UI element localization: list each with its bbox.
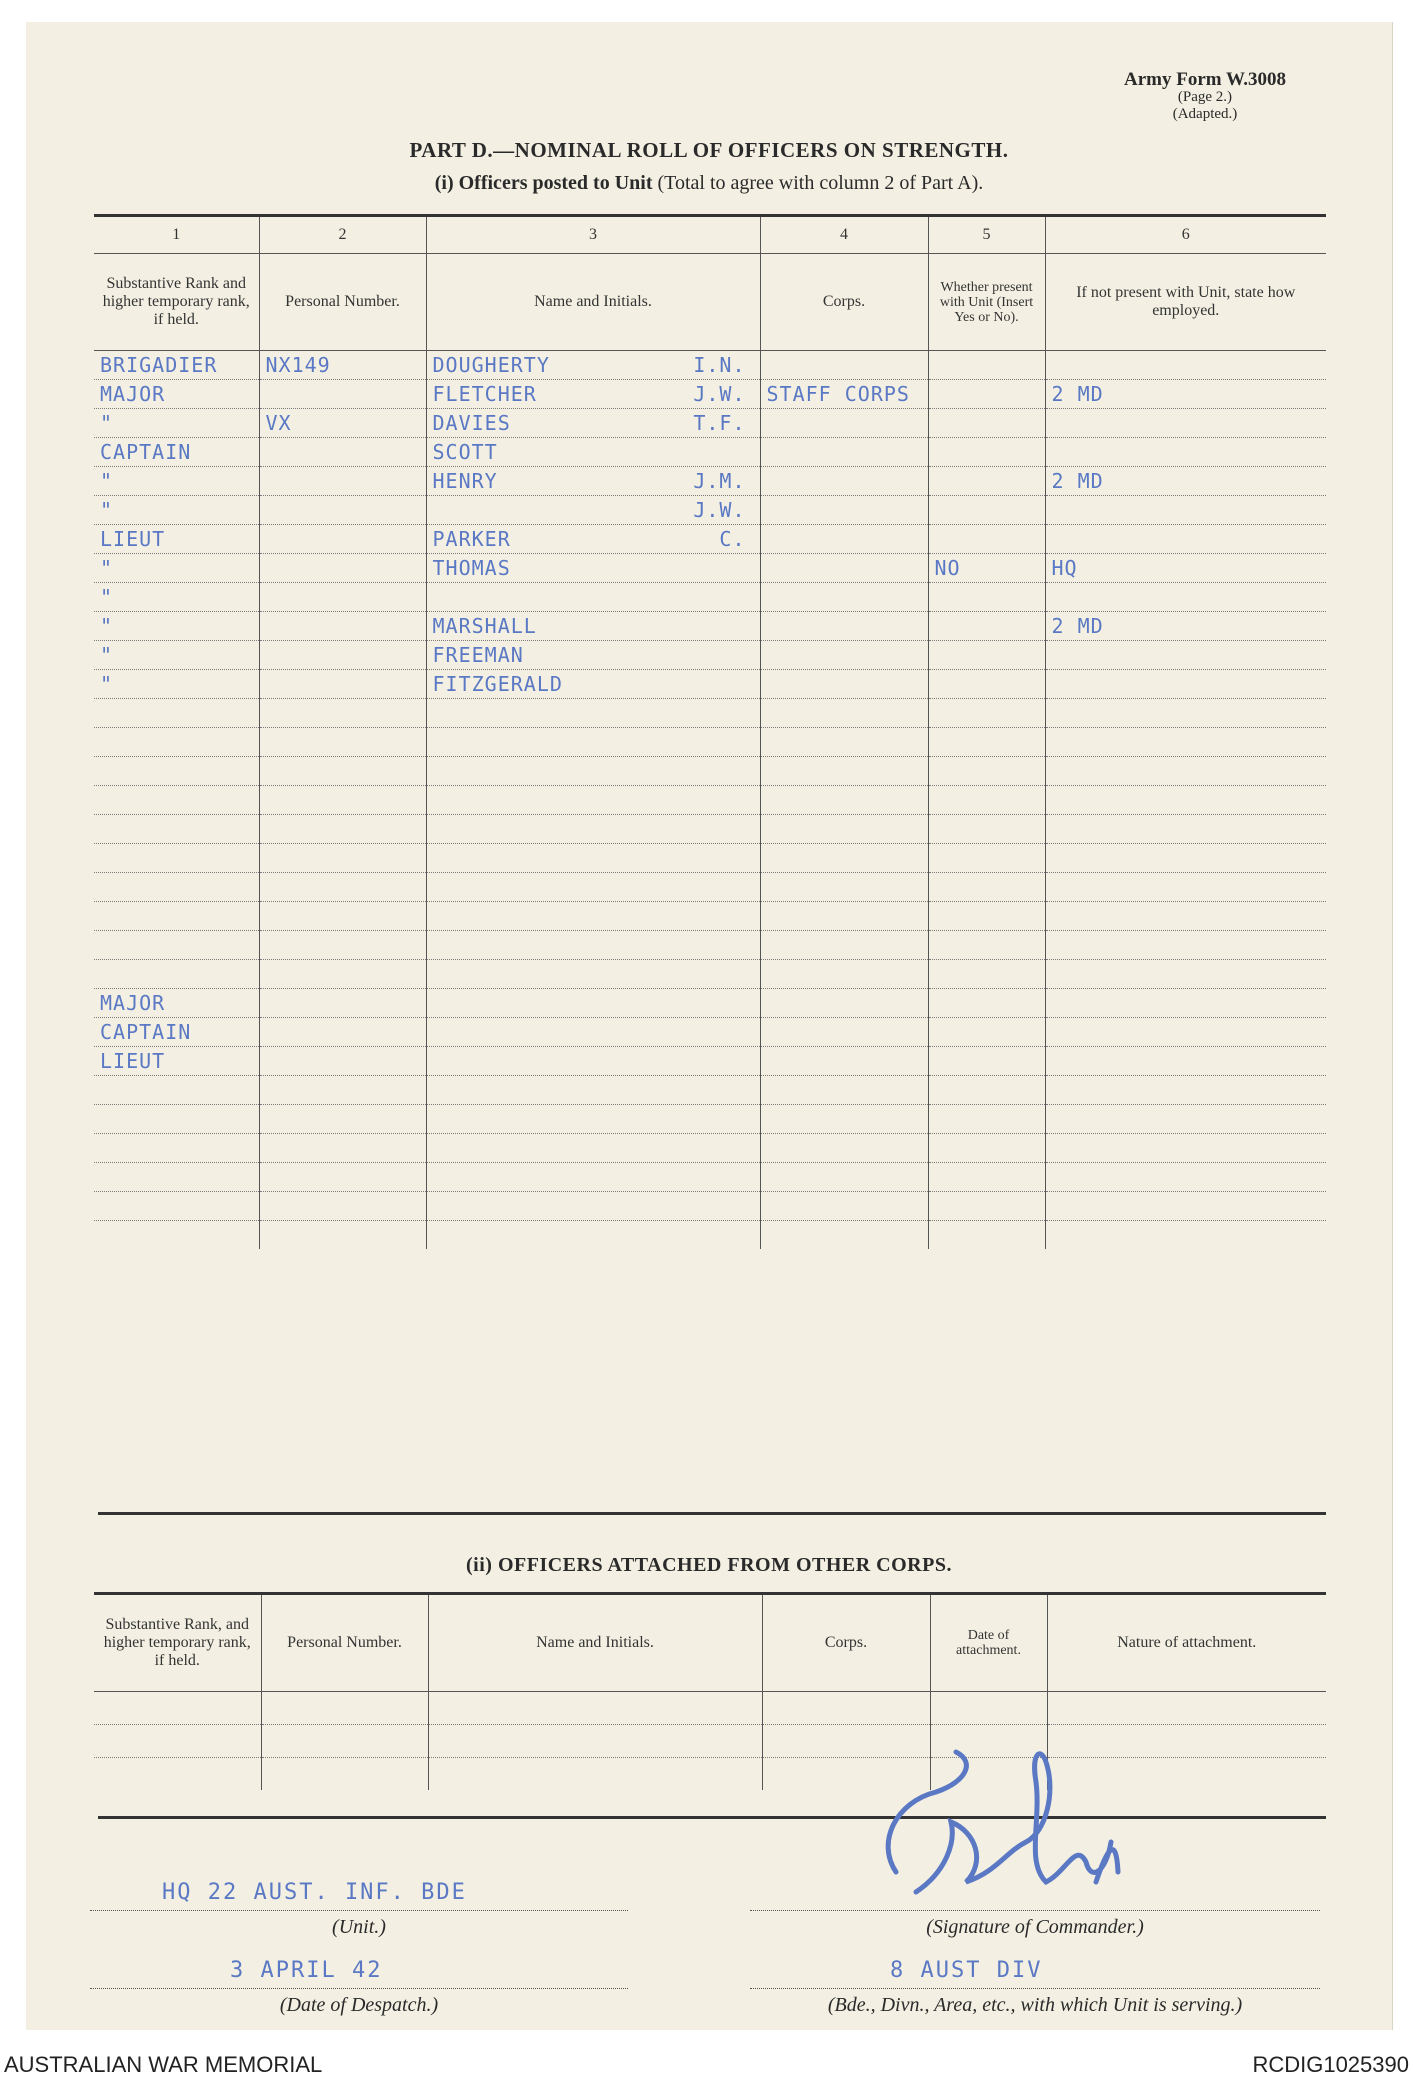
present-cell [928, 1134, 1045, 1163]
number-cell [259, 1047, 426, 1076]
name-cell [426, 728, 760, 757]
present-cell [928, 1105, 1045, 1134]
corps-cell: STAFF CORPS [760, 380, 928, 409]
column-header-number: Personal Number. [259, 254, 426, 351]
page-title: PART D.—NOMINAL ROLL OF OFFICERS ON STRENGTH. [409, 138, 1009, 162]
table-row [94, 1076, 1326, 1105]
rank-cell: " [94, 641, 259, 670]
name-cell [426, 612, 760, 641]
rank-cell [94, 1105, 259, 1134]
rank-cell: LIEUT [94, 525, 259, 554]
employment-cell [1045, 1192, 1326, 1221]
rank-cell: CAPTAIN [94, 1018, 259, 1047]
table-row [94, 1134, 1326, 1163]
table-row [94, 1221, 1326, 1250]
employment-cell [1045, 496, 1326, 525]
table-row [94, 786, 1326, 815]
officer-name: MARSHALL [432, 614, 537, 638]
roll-body [94, 351, 1326, 1250]
attached-header-rank: Substantive Rank, and higher temporary rank, if held. [94, 1594, 261, 1692]
date-line [90, 1958, 628, 1989]
officer-initials: T.F. [693, 411, 746, 435]
table-row [94, 409, 1326, 438]
present-cell: NO [928, 554, 1045, 583]
rank-cell [94, 786, 259, 815]
corps-cell [760, 409, 928, 438]
attached-table-row [94, 1692, 1326, 1725]
table-row [94, 699, 1326, 728]
present-cell [928, 902, 1045, 931]
present-cell [928, 467, 1045, 496]
subtitle-rest: (Total to agree with column 2 of Part A). [657, 172, 984, 194]
column-header-name: Name and Initials. [426, 254, 760, 351]
name-cell [428, 1758, 762, 1791]
name-cell [426, 786, 760, 815]
employment-cell [1045, 1221, 1326, 1250]
formation-caption: (Bde., Divn., Area, etc., with which Unit is serving.) [827, 1994, 1243, 2016]
name-cell [426, 380, 760, 409]
employment-cell [1045, 351, 1326, 380]
number-cell [259, 960, 426, 989]
column-number: 2 [259, 216, 426, 254]
table-row [94, 641, 1326, 670]
number-cell [259, 1105, 426, 1134]
number-cell [259, 815, 426, 844]
attached-row [94, 1018, 1326, 1047]
corps-cell [760, 960, 928, 989]
number-cell [261, 1692, 428, 1725]
corps-cell [762, 1692, 930, 1725]
table-row [94, 438, 1326, 467]
rank-cell: " [94, 670, 259, 699]
name-cell [426, 1076, 760, 1105]
corps-cell [760, 699, 928, 728]
attached-header-row [94, 1594, 1326, 1692]
corps-cell [760, 1221, 928, 1250]
employment-cell [1045, 873, 1326, 902]
number-cell [259, 699, 426, 728]
rank-cell [94, 931, 259, 960]
corps-cell [760, 844, 928, 873]
rank-cell: BRIGADIER [94, 351, 259, 380]
rank-cell: " [94, 467, 259, 496]
attached-header-date: Date of attachment. [930, 1594, 1047, 1692]
table-row [94, 612, 1326, 641]
number-cell [259, 612, 426, 641]
employment-cell [1045, 670, 1326, 699]
table-row [94, 757, 1326, 786]
unit-value: HQ 22 AUST. INF. BDE [162, 1880, 467, 1905]
corps-cell [760, 786, 928, 815]
employment-cell [1045, 641, 1326, 670]
number-cell [259, 641, 426, 670]
name-cell [426, 583, 760, 612]
present-cell [928, 380, 1045, 409]
column-header-corps: Corps. [760, 254, 928, 351]
rank-cell [94, 1725, 261, 1758]
corps-cell [760, 1134, 928, 1163]
number-cell [259, 1076, 426, 1105]
officer-initials: J.W. [693, 382, 746, 406]
number-cell [259, 989, 426, 1018]
corps-cell [760, 1163, 928, 1192]
name-cell [426, 873, 760, 902]
form-id: Army Form W.3008 [1123, 69, 1286, 90]
number-cell [259, 1134, 426, 1163]
rank-cell [94, 873, 259, 902]
employment-cell [1045, 699, 1326, 728]
rank-cell [94, 1134, 259, 1163]
table-row [94, 815, 1326, 844]
officer-initials: I.N. [693, 353, 746, 377]
number-cell [259, 438, 426, 467]
column-header-employment: If not present with Unit, state how employed. [1045, 254, 1326, 351]
employment-cell [1045, 1047, 1326, 1076]
rank-cell [94, 1758, 261, 1791]
present-cell [928, 583, 1045, 612]
number-cell [259, 1163, 426, 1192]
name-cell [426, 902, 760, 931]
date-caption: (Date of Despatch.) [279, 1994, 439, 2016]
present-cell [928, 757, 1045, 786]
corps-cell [760, 1047, 928, 1076]
employment-cell [1045, 960, 1326, 989]
employment-cell: 2 MD [1045, 380, 1326, 409]
present-cell [930, 1692, 1047, 1725]
name-cell [428, 1725, 762, 1758]
name-cell [428, 1692, 762, 1725]
column-number: 6 [1045, 216, 1326, 254]
number-cell [261, 1725, 428, 1758]
employment-cell [1045, 1018, 1326, 1047]
present-cell [928, 351, 1045, 380]
corps-cell [760, 612, 928, 641]
number-cell [259, 380, 426, 409]
rank-cell [94, 815, 259, 844]
name-cell [426, 989, 760, 1018]
unit-line [90, 1880, 628, 1911]
rank-cell [94, 1076, 259, 1105]
formation-line [750, 1958, 1320, 1989]
present-cell [928, 873, 1045, 902]
name-cell [426, 757, 760, 786]
form-sheet [26, 22, 1393, 2030]
table-row [94, 351, 1326, 380]
present-cell [928, 844, 1045, 873]
number-cell [259, 786, 426, 815]
name-cell [426, 1018, 760, 1047]
corps-cell [760, 496, 928, 525]
officer-name: FLETCHER [432, 382, 537, 406]
employment-cell [1045, 583, 1326, 612]
officers-roll-table [94, 214, 1326, 1249]
rank-cell [94, 1221, 259, 1250]
attached-row [94, 1047, 1326, 1076]
date-value: 3 APRIL 42 [230, 1958, 383, 1983]
footer-left: AUSTRALIAN WAR MEMORIAL [4, 2052, 323, 2077]
attached-header-corps: Corps. [762, 1594, 930, 1692]
table-row [94, 844, 1326, 873]
employment-cell [1045, 1134, 1326, 1163]
column-number-row [94, 216, 1326, 254]
table-row [94, 1105, 1326, 1134]
employment-cell [1045, 844, 1326, 873]
present-cell [928, 641, 1045, 670]
attached-section-title: (ii) OFFICERS ATTACHED FROM OTHER CORPS. [466, 1554, 952, 1576]
employment-cell [1045, 409, 1326, 438]
signature-caption: (Signature of Commander.) [926, 1916, 1144, 1938]
name-cell [426, 815, 760, 844]
rank-cell: MAJOR [94, 989, 259, 1018]
name-cell [426, 1134, 760, 1163]
form-note: (Adapted.) [1172, 106, 1238, 122]
attached-row [94, 989, 1326, 1018]
number-cell [259, 496, 426, 525]
name-cell [426, 525, 760, 554]
officer-initials: J.W. [693, 498, 746, 522]
name-cell [426, 931, 760, 960]
rank-cell: CAPTAIN [94, 438, 259, 467]
corps-cell [760, 1076, 928, 1105]
corps-cell [760, 554, 928, 583]
officer-name: DAVIES [432, 411, 511, 435]
column-number: 1 [94, 216, 259, 254]
number-cell [259, 670, 426, 699]
table-row [94, 960, 1326, 989]
name-cell [426, 960, 760, 989]
rank-cell [94, 1192, 259, 1221]
corps-cell [760, 670, 928, 699]
signature-line [750, 1880, 1320, 1911]
rank-cell: " [94, 496, 259, 525]
corps-cell [760, 989, 928, 1018]
number-cell [259, 1192, 426, 1221]
employment-cell [1045, 989, 1326, 1018]
name-cell [426, 1047, 760, 1076]
name-cell [426, 844, 760, 873]
rank-cell: LIEUT [94, 1047, 259, 1076]
table-row [94, 525, 1326, 554]
present-cell [928, 409, 1045, 438]
corps-cell [760, 583, 928, 612]
officer-name: HENRY [432, 469, 498, 493]
name-cell [426, 351, 760, 380]
employment-cell [1045, 438, 1326, 467]
table-row [94, 728, 1326, 757]
present-cell [928, 960, 1045, 989]
column-number: 3 [426, 216, 760, 254]
table-row [94, 873, 1326, 902]
column-header-row [94, 254, 1326, 351]
name-cell [426, 438, 760, 467]
name-cell [426, 699, 760, 728]
column-number: 4 [760, 216, 928, 254]
number-cell [259, 757, 426, 786]
present-cell [928, 931, 1045, 960]
present-cell [928, 815, 1045, 844]
name-cell [426, 1221, 760, 1250]
employment-cell [1045, 728, 1326, 757]
table-row [94, 496, 1326, 525]
officer-name: SCOTT [432, 440, 498, 464]
officer-name: FREEMAN [432, 643, 524, 667]
rank-cell [94, 728, 259, 757]
employment-cell [1045, 786, 1326, 815]
present-cell [928, 670, 1045, 699]
number-cell [259, 554, 426, 583]
number-cell [259, 1221, 426, 1250]
rank-cell [94, 960, 259, 989]
name-cell [426, 641, 760, 670]
number-cell: VX [259, 409, 426, 438]
present-cell [928, 1192, 1045, 1221]
present-cell [928, 612, 1045, 641]
employment-cell: 2 MD [1045, 467, 1326, 496]
rank-cell: " [94, 583, 259, 612]
formation-value: 8 AUST DIV [890, 1958, 1043, 1983]
corps-cell [760, 1018, 928, 1047]
corps-cell [760, 728, 928, 757]
employment-cell [1045, 1076, 1326, 1105]
corps-cell [760, 438, 928, 467]
column-number: 5 [928, 216, 1045, 254]
attached-header-name: Name and Initials. [428, 1594, 762, 1692]
attached-header-number: Personal Number. [261, 1594, 428, 1692]
officer-name: PARKER [432, 527, 511, 551]
table-row [94, 931, 1326, 960]
rank-cell [94, 844, 259, 873]
table-row [94, 670, 1326, 699]
employment-cell [1045, 1105, 1326, 1134]
name-cell [426, 1105, 760, 1134]
present-cell [928, 525, 1045, 554]
name-cell [426, 1192, 760, 1221]
present-cell [928, 728, 1045, 757]
employment-cell [1045, 757, 1326, 786]
corps-cell [760, 467, 928, 496]
number-cell: NX149 [259, 351, 426, 380]
employment-cell [1045, 1163, 1326, 1192]
corps-cell [760, 757, 928, 786]
table-row [94, 583, 1326, 612]
form-page: (Page 2.) [1177, 89, 1233, 105]
corps-cell [760, 525, 928, 554]
present-cell [928, 1221, 1045, 1250]
rank-cell: " [94, 409, 259, 438]
employment-cell [1045, 931, 1326, 960]
officer-name: THOMAS [432, 556, 511, 580]
present-cell [928, 989, 1045, 1018]
name-cell [426, 496, 760, 525]
form-identifier [1124, 70, 1286, 123]
employment-cell [1047, 1692, 1326, 1725]
employment-cell [1045, 815, 1326, 844]
rank-cell [94, 699, 259, 728]
column-header-present: Whether present with Unit (Insert Yes or No). [928, 254, 1045, 351]
number-cell [259, 873, 426, 902]
officer-initials: J.M. [693, 469, 746, 493]
present-cell [928, 699, 1045, 728]
present-cell [928, 1047, 1045, 1076]
subtitle-bold: (i) Officers posted to Unit [434, 172, 653, 194]
name-cell [426, 670, 760, 699]
number-cell [259, 902, 426, 931]
number-cell [259, 728, 426, 757]
page-subtitle [26, 172, 1392, 195]
present-cell [928, 438, 1045, 467]
rank-cell [94, 902, 259, 931]
employment-cell [1045, 525, 1326, 554]
corps-cell [760, 351, 928, 380]
corps-cell [760, 873, 928, 902]
table-row [94, 380, 1326, 409]
name-cell [426, 1163, 760, 1192]
number-cell [259, 525, 426, 554]
officer-initials: C. [719, 527, 746, 551]
number-cell [259, 931, 426, 960]
rank-cell: MAJOR [94, 380, 259, 409]
present-cell [928, 496, 1045, 525]
present-cell [928, 786, 1045, 815]
officer-name: DOUGHERTY [432, 353, 550, 377]
section-divider [98, 1512, 1326, 1515]
attached-header-nature: Nature of attachment. [1047, 1594, 1326, 1692]
number-cell [259, 844, 426, 873]
rank-cell: " [94, 612, 259, 641]
table-row [94, 467, 1326, 496]
corps-cell [760, 902, 928, 931]
corps-cell [760, 815, 928, 844]
table-row [94, 1192, 1326, 1221]
table-row [94, 902, 1326, 931]
column-header-rank: Substantive Rank and higher temporary rank, if held. [94, 254, 259, 351]
number-cell [259, 467, 426, 496]
corps-cell [760, 931, 928, 960]
name-cell [426, 409, 760, 438]
officer-name: FITZGERALD [432, 672, 563, 696]
corps-cell [760, 1192, 928, 1221]
present-cell [928, 1076, 1045, 1105]
rank-cell [94, 1692, 261, 1725]
rank-cell [94, 757, 259, 786]
number-cell [261, 1758, 428, 1791]
footer-right: RCDIG1025390 [1252, 2052, 1409, 2077]
corps-cell [760, 1105, 928, 1134]
rank-cell: " [94, 554, 259, 583]
number-cell [259, 1018, 426, 1047]
present-cell [928, 1018, 1045, 1047]
employment-cell: HQ [1045, 554, 1326, 583]
signature-stroke [888, 1752, 1118, 1892]
unit-caption: (Unit.) [332, 1916, 386, 1938]
number-cell [259, 583, 426, 612]
corps-cell [760, 641, 928, 670]
table-row [94, 1163, 1326, 1192]
table-row [94, 554, 1326, 583]
present-cell [928, 1163, 1045, 1192]
employment-cell: 2 MD [1045, 612, 1326, 641]
name-cell [426, 554, 760, 583]
name-cell [426, 467, 760, 496]
rank-cell [94, 1163, 259, 1192]
employment-cell [1045, 902, 1326, 931]
